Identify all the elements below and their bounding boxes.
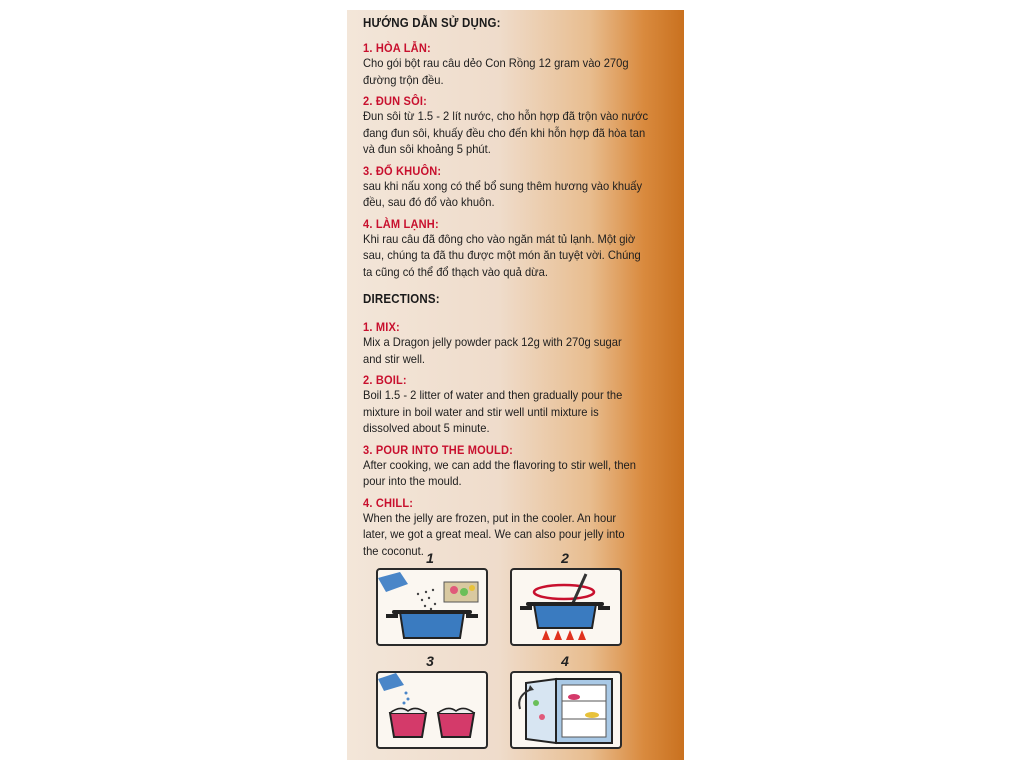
step-number-3: 3 <box>426 653 434 669</box>
en-step-2-line: mixture in boil water and stir well until mixture is <box>363 404 599 419</box>
refrigerator-icon <box>510 671 622 749</box>
vi-step-2-title: 2. ĐUN SÔI: <box>363 94 427 108</box>
vi-step-3-line: đều, sau đó đổ vào khuôn. <box>363 195 495 209</box>
vi-step-4-line: Khi rau câu đã đông cho vào ngăn mát tủ lạnh. Một giờ <box>363 231 636 246</box>
vi-step-1-title: 1. HÒA LẪN: <box>363 41 431 55</box>
step-number-2: 2 <box>561 550 569 566</box>
vi-step-4-line: ta cũng có thể đổ thạch vào quả dừa. <box>363 264 548 279</box>
en-step-2-title: 2. BOIL: <box>363 373 407 387</box>
en-step-2-line: dissolved about 5 minute. <box>363 421 490 435</box>
en-step-3-title: 3. POUR INTO THE MOULD: <box>363 442 514 457</box>
en-step-1-title: 1. MIX: <box>363 320 400 334</box>
vi-step-1-line: Cho gói bột rau câu dẻo Con Rồng 12 gram vào 270g <box>363 56 629 70</box>
pour-into-moulds-icon <box>376 671 488 749</box>
stir-boiling-pot-icon <box>510 568 622 646</box>
en-step-4-line: When the jelly are frozen, put in the cooler. An hour <box>363 510 617 525</box>
en-step-1-line: Mix a Dragon jelly powder pack 12g with 270g sugar <box>363 335 622 349</box>
vi-step-1-line: đường trộn đều. <box>363 72 444 87</box>
vi-step-4-title: 4. LÀM LẠNH: <box>363 216 439 231</box>
vi-step-3-line: sau khi nấu xong có thể bổ sung thêm hương vào khuấy <box>363 178 643 193</box>
vi-step-2-line: Đun sôi từ 1.5 - 2 lít nước, cho hỗn hợp đã trộn vào nước <box>363 109 649 123</box>
instructions-text <box>363 10 669 559</box>
vi-step-3-title: 3. ĐỔ KHUÔN: <box>363 163 442 178</box>
jelly-pack-back <box>347 10 684 760</box>
en-step-4-title: 4. CHILL: <box>363 495 414 510</box>
vi-step-4-line: sau, chúng ta đã thu được một món ăn tuyệt vời. Chúng <box>363 248 641 262</box>
en-step-3-line: After cooking, we can add the flavoring to stir well, then <box>363 457 636 472</box>
pour-powder-into-pot-icon <box>376 568 488 646</box>
vi-step-2-line: và đun sôi khoảng 5 phút. <box>363 142 491 156</box>
en-step-3-line: pour into the mould. <box>363 474 462 488</box>
vi-heading: HƯỚNG DẪN SỬ DỤNG: <box>363 16 501 30</box>
en-step-2-line: Boil 1.5 - 2 litter of water and then gradually pour the <box>363 388 623 402</box>
en-step-1-line: and stir well. <box>363 351 426 366</box>
step-number-4: 4 <box>561 653 569 669</box>
en-step-4-line: later, we got a great meal. We can also pour jelly into <box>363 527 625 541</box>
vi-step-2-line: đang đun sôi, khuấy đều cho đến khi hỗn hợp đã hòa tan <box>363 125 646 140</box>
en-step-4-line: the coconut. <box>363 543 424 558</box>
step-number-1: 1 <box>426 550 434 566</box>
en-heading: DIRECTIONS: <box>363 292 440 306</box>
